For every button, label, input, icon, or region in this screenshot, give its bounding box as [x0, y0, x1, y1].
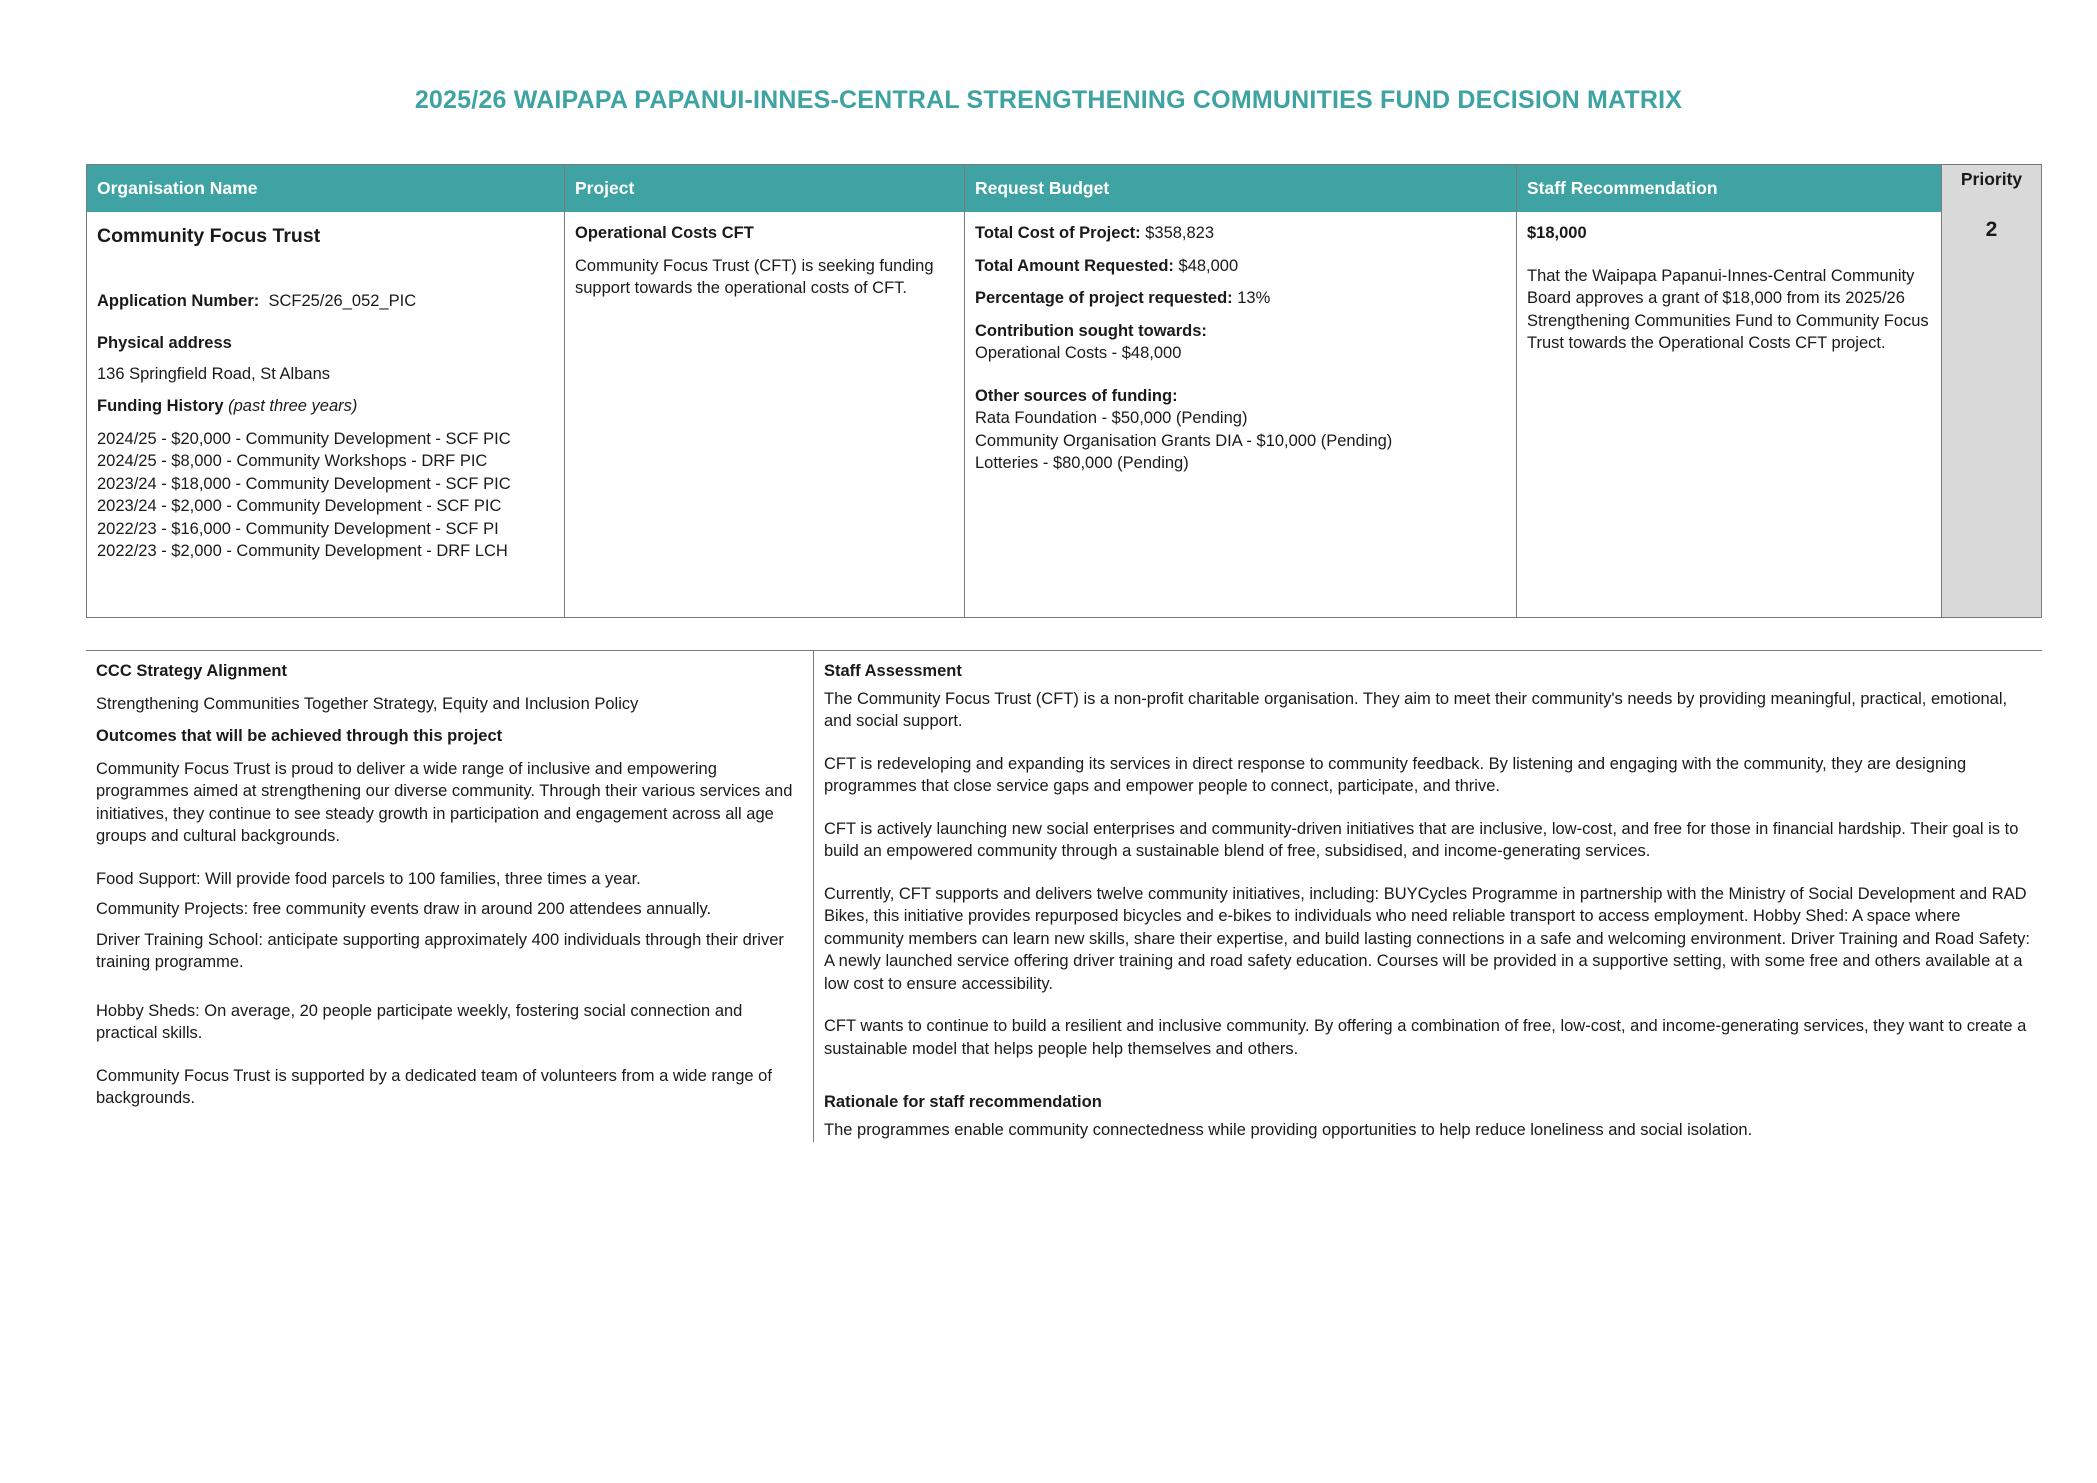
- application-number: Application Number: SCF25/26_052_PIC: [97, 291, 417, 310]
- project-description: Community Focus Trust (CFT) is seeking funding support towards the operational costs of CFT.: [575, 256, 934, 297]
- budget-header: Request Budget: [965, 165, 1516, 212]
- address: 136 Springfield Road, St Albans: [97, 364, 330, 383]
- list-item: Rata Foundation - $50,000 (Pending): [975, 409, 1248, 427]
- rationale-text: The programmes enable community connectedness while providing opportunities to help reduce loneliness and social isolation.: [824, 1120, 1753, 1139]
- column-divider: [813, 651, 814, 1142]
- other-funding-label: Other sources of funding:: [975, 386, 1178, 405]
- address-label: Physical address: [97, 334, 232, 352]
- strategy-text: Strengthening Communities Together Strategy, Equity and Inclusion Policy: [96, 694, 639, 713]
- assessment-section: [824, 660, 2034, 1141]
- list-item: Lotteries - $80,000 (Pending): [975, 454, 1189, 472]
- project-header: Project: [565, 165, 964, 212]
- list-item: 2023/24 - $18,000 - Community Development - SCF PIC: [97, 474, 511, 493]
- contribution-value: Operational Costs - $48,000: [975, 344, 1182, 362]
- list-item: 2022/23 - $16,000 - Community Development - SCF PI: [97, 519, 499, 538]
- decision-table: [86, 164, 2042, 618]
- funding-history-list: [97, 428, 554, 563]
- outcome-paragraph: Food Support: Will provide food parcels to 100 families, three times a year.: [96, 869, 641, 888]
- list-item: 2024/25 - $20,000 - Community Development - SCF PIC: [97, 429, 511, 448]
- assessment-paragraph: CFT is actively launching new social enterprises and community-driven initiatives that are inclusive, low-cost, and free for those in financial hardship. Their goal is to build an empowered community through a sustainable blend of free, subsidised, and income-generating services.: [824, 819, 2019, 860]
- rationale-heading: Rationale for staff recommendation: [824, 1093, 1102, 1111]
- strategy-section: [96, 660, 804, 1110]
- list-item: 2023/24 - $2,000 - Community Development - SCF PIC: [97, 497, 502, 515]
- organisation-column: [87, 165, 565, 617]
- outcome-paragraph: Hobby Sheds: On average, 20 people participate weekly, fostering social connection and practical skills.: [96, 1001, 743, 1042]
- priority-value: 2: [1985, 218, 1998, 241]
- list-item: Community Organisation Grants DIA - $10,000 (Pending): [975, 431, 1393, 450]
- outcome-paragraph: Community Projects: free community events draw in around 200 attendees annually.: [96, 900, 712, 918]
- section-divider: [86, 650, 2042, 651]
- priority-header: Priority: [1960, 169, 2023, 189]
- recommendation-header: Staff Recommendation: [1517, 165, 1941, 212]
- recommendation-column: [1517, 165, 1942, 617]
- recommended-amount: $18,000: [1527, 224, 1587, 242]
- assessment-paragraph: The Community Focus Trust (CFT) is a non-profit charitable organisation. They aim to meet their community's needs by providing meaningful, practical, emotional, and social support.: [824, 689, 2008, 730]
- total-cost: Total Cost of Project: $358,823: [975, 224, 1215, 242]
- list-item: 2024/25 - $8,000 - Community Workshops - DRF PIC: [97, 452, 488, 470]
- amount-requested: Total Amount Requested: $48,000: [975, 256, 1239, 275]
- project-title: Operational Costs CFT: [575, 224, 754, 242]
- recommendation-text: That the Waipapa Papanui-Innes-Central Community Board approves a grant of $18,000 from its 2025/26 Strengthening Communities Fund to Community Focus Trust towards the Operational Costs CFT project.: [1527, 266, 1929, 352]
- outcome-paragraph: Community Focus Trust is proud to deliver a wide range of inclusive and empowering programmes aimed at strengthening our diverse community. Through their various services and initiatives, they continue to see steady growth in participation and engagement across all age groups and cultural backgrounds.: [96, 759, 793, 845]
- assessment-paragraph: Currently, CFT supports and delivers twelve community initiatives, including: BUYCycles Programme in partnership with the Ministry of Social Development and RAD Bikes, this initiative provides repurposed bicycles and e-bikes to individuals who need reliable transport to access employment. Hobby Shed: A space where community members can learn new skills, share their expertise, and build lasting connections in a safe and welcoming environment. Driver Training and Road Safety: A newly launched service offering driver training and road safety education. Courses will be provided in a supportive setting, with some free and others available at a low cost to ensure accessibility.: [824, 884, 2031, 993]
- outcome-paragraph: Community Focus Trust is supported by a dedicated team of volunteers from a wide range of backgrounds.: [96, 1066, 772, 1107]
- list-item: 2022/23 - $2,000 - Community Development - DRF LCH: [97, 542, 508, 560]
- project-column: [565, 165, 965, 617]
- organisation-header: Organisation Name: [87, 165, 564, 212]
- contribution-label: Contribution sought towards:: [975, 321, 1207, 340]
- percent-requested: Percentage of project requested: 13%: [975, 289, 1271, 307]
- organisation-name: Community Focus Trust: [97, 225, 321, 247]
- page-title: 2025/26 WAIPAPA PAPANUI-INNES-CENTRAL STRENGTHENING COMMUNITIES FUND DECISION MATRIX: [414, 86, 1683, 114]
- funding-history-label: Funding History (past three years): [97, 397, 358, 415]
- outcome-paragraph: Driver Training School: anticipate supporting approximately 400 individuals through their driver training programme.: [96, 930, 784, 971]
- budget-column: [965, 165, 1517, 617]
- assessment-paragraph: CFT wants to continue to build a resilient and inclusive community. By offering a combination of free, low-cost, and income-generating services, they want to create a sustainable model that helps people help themselves and others.: [824, 1017, 2027, 1058]
- outcomes-heading: Outcomes that will be achieved through this project: [96, 727, 503, 745]
- assessment-heading: Staff Assessment: [824, 662, 962, 680]
- strategy-heading: CCC Strategy Alignment: [96, 662, 287, 680]
- priority-column: [1942, 165, 2041, 617]
- assessment-paragraph: CFT is redeveloping and expanding its services in direct response to community feedback. By listening and engaging with the community, they are designing programmes that close service gaps and empower people to connect, participate, and thrive.: [824, 754, 1967, 795]
